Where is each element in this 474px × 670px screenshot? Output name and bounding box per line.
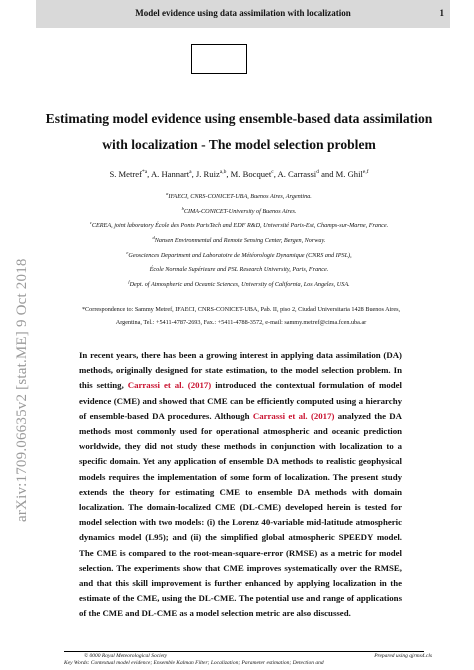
affiliation: $^a$IFAECI, CNRS-CONICET-UBA, Buenos Aires, Argentina. [166,191,312,201]
author: J. Ruiz$^{a,b}$, [195,169,231,179]
abstract-text: analyzed the DA methods most commonly used for operational atmospheric and oceanic prediction worldwide, they did not study these methods in conjunction with localization to a specific domain. Yet any application of ensemble DA methods to realistic geophysical models requires the implementation of some form of localization. The present study extends the theory for estimating CME to ensemble DA methods with domain localization. The domain-localized CME (DL-CME) developed herein is tested for model selection with two models: (i) the Lorenz 40-variable mid-latitude atmospheric dynamics model (L95); and (ii) the simplified global atmospheric SPEEDY model. The CME is compared to the root-mean-square-error (RMSE) as a metric for model selection. The experiments show that CME improves systematically over the RMSE, and that this skill improvement is further enhanced by applying localization in the estimate of the CME, using the DL-CME. The potential use and range of applications of the CME and DL-CME as a model selection metric are also discussed. [79,410,403,619]
keywords-line: Key Words: Contextual model evidence; Ensemble Kalman Filter; Localization; Parameter estimation; Detection and [64,660,324,666]
title-line-1: Estimating model evidence using ensemble-based data assimilation [45,111,433,126]
abstract [79,348,402,622]
prepared-using-note: Prepared using qjrms4.cls [374,653,432,659]
citation-link[interactable]: Carrassi et al. (2017) [252,410,335,421]
affiliation: $^e$Geosciences Department and Laboratoire de Météorologie Dynamique (CNRS and IPSL), [126,249,352,259]
author-list [38,169,440,179]
correspondence-note [48,303,434,329]
citation-link[interactable]: Carrassi et al. (2017) [127,380,212,391]
affiliation: $^c$CEREA, joint laboratory École des Ponts ParisTech and EDF R&D, Université Paris-Est, Champs-sur-Marne, France. [89,220,389,230]
author: A. Hannart$^a$, [150,169,196,179]
abstract-text: introduced the contextual formulation of model evidence (CME) and showed that CME can be efficiently computed using a hierarchy of ensemble-based DA procedures. Although [79,380,402,421]
affiliation-list [38,188,440,291]
affiliation: $^d$Nansen Environmental and Remote Sensing Center, Bergen, Norway. [152,234,326,245]
correspondence-line-2: Argentina, Tel.: +5411-4787-2693, Fax.: +5411-4788-3572, e-mail: sammy.metref@cima.fcen.uba.ar [115,319,367,326]
title-line-2: with localization - The model selection problem [102,137,376,152]
author: S. Metref$^{*a}$, [109,169,151,179]
journal-logo-box [191,44,247,74]
affiliation: $^f$Dept. of Atmospheric and Oceanic Sciences, University of California, Los Angeles, USA. [128,278,350,288]
correspondence-line-1: *Correspondence to: Sammy Metref, IFAECI, CNRS-CONICET-UBA, Pab. II, piso 2, Ciudad Universitaria 1428 Buenos Aires, [81,306,401,313]
author: M. Bocquet$^c$, [230,169,278,179]
paper-title [38,106,440,158]
author: A. Carrassi$^d$ and [277,169,336,179]
footer-divider [64,651,424,652]
copyright-notice: © 0000 Royal Meteorological Society [84,653,168,659]
abstract-text: In recent years, there has been a growing interest in applying data assimilation (DA) methods, originally designed for state estimation, to the model selection problem. In this setting, [79,350,402,391]
affiliation: École Normale Supérieure and PSL Research University, Paris, France. [149,266,329,274]
affiliation: $^b$CIMA-CONICET-University of Buenos Aires. [181,205,297,215]
author: M. Ghil$^{e,f}$ [335,169,369,179]
page-number: 1 [439,8,444,18]
arxiv-identifier[interactable]: arXiv:1709.06635v2 [stat.ME] 9 Oct 2018 [14,258,30,522]
running-title: Model evidence using data assimilation with localization [135,8,351,18]
running-header [36,0,450,28]
